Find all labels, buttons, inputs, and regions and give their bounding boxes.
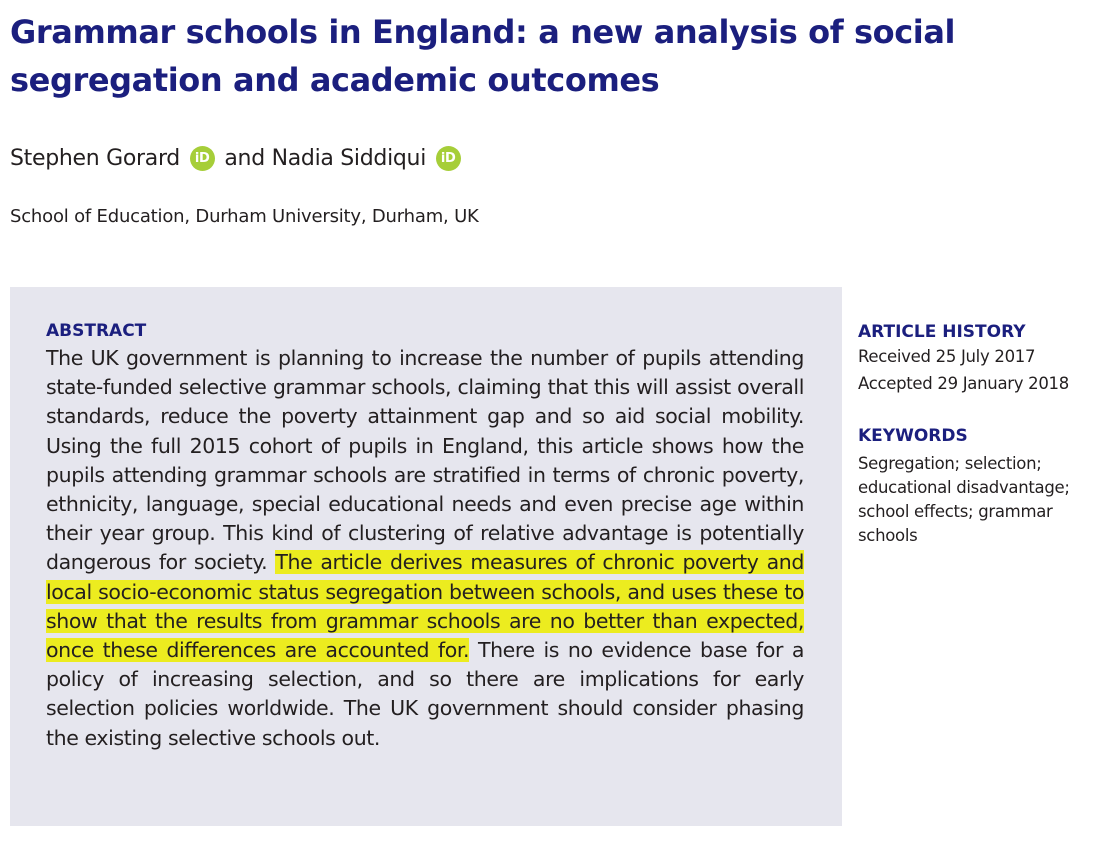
highlighted-passage: The article derives measures of chronic poverty and local socio-economic status segregation between schools, and uses these to show that the results from grammar schools are no better than expected, once these differences are accounted for.	[46, 550, 804, 663]
abstract-heading: ABSTRACT	[46, 321, 147, 341]
abstract-text-part: There is no evidence base for a policy of increasing selection, and so there are implications for early selection policies worldwide. The UK government should consider phasing the existing selective schools out.	[46, 638, 804, 750]
article-title: Grammar schools in England: a new analysis of social segregation and academic outcomes	[10, 13, 956, 99]
orcid-icon[interactable]: iD	[190, 146, 215, 171]
article-history-heading: ARTICLE HISTORY	[858, 322, 1026, 342]
author-list	[10, 141, 464, 177]
abstract-text-part: The UK government is planning to increase the number of pupils attending state-funded selective grammar schools, claiming that this will assist overall standards, reduce the poverty attainment gap and so aid social mobility. Using the full 2015 cohort of pupils in England, this article shows how the pupils attending grammar schools are stratified in terms of chronic poverty, ethnicity, language, special educational needs and even precise age within their year group. This kind of clustering of relative advantage is potentially dangerous for society.	[46, 346, 804, 575]
abstract-text	[46, 344, 804, 753]
keywords-list: Segregation; selection; educational disadvantage; school effects; grammar schools	[858, 454, 1070, 545]
keywords-heading: KEYWORDS	[858, 426, 968, 446]
accepted-date: Accepted 29 January 2018	[858, 374, 1069, 393]
author-name[interactable]: Nadia Siddiqui	[271, 146, 427, 171]
received-date: Received 25 July 2017	[858, 347, 1036, 366]
orcid-icon[interactable]: iD	[436, 146, 461, 171]
author-affiliation: School of Education, Durham University, Durham, UK	[10, 206, 479, 227]
author-name[interactable]: Stephen Gorard	[10, 146, 180, 171]
author-separator: and	[224, 146, 265, 171]
